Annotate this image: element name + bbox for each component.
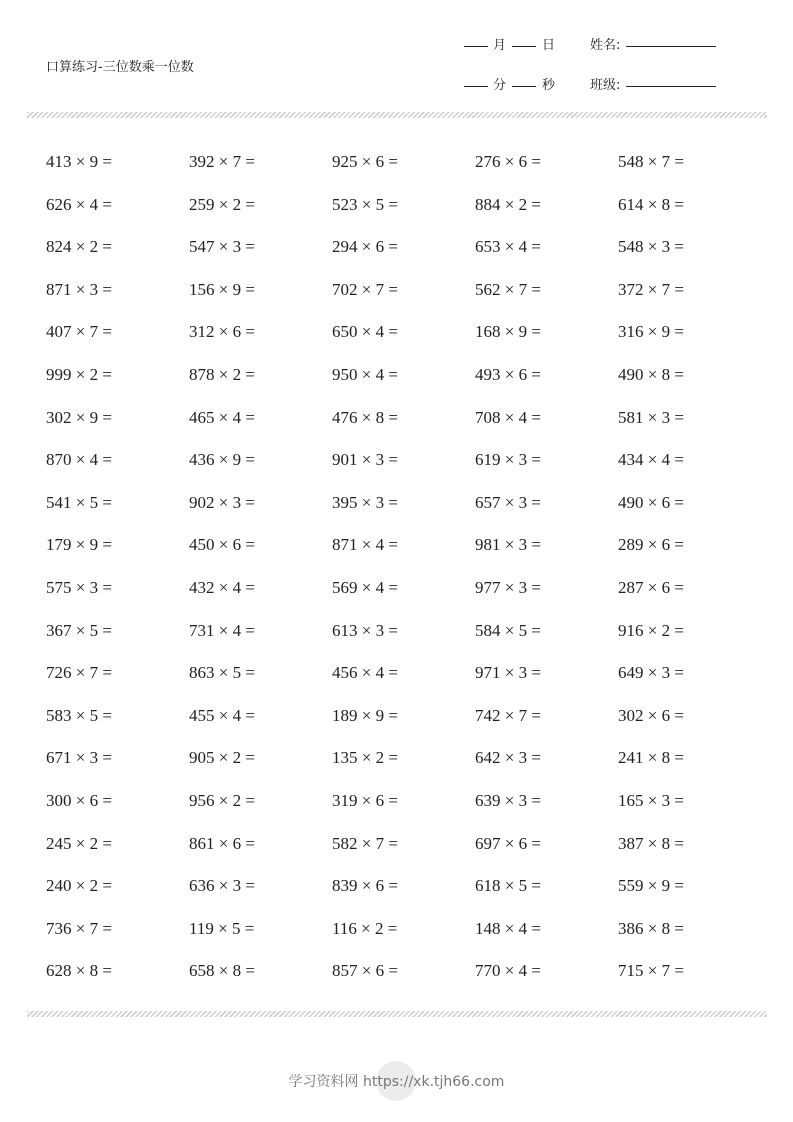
problem-cell: 392 × 7 = bbox=[189, 152, 255, 171]
problem-cell: 259 × 2 = bbox=[189, 194, 255, 214]
problem-cell: 450 × 6 = bbox=[189, 535, 255, 555]
problem-cell: 584 × 5 = bbox=[475, 620, 541, 640]
problem-cell: 902 × 3 = bbox=[189, 492, 255, 512]
problem-cell: 465 × 4 = bbox=[189, 407, 255, 427]
problem-cell: 548 × 7 = bbox=[618, 152, 684, 171]
problem-cell: 316 × 9 = bbox=[618, 322, 684, 342]
minute-label: 分 bbox=[493, 78, 507, 93]
problem-cell: 697 × 6 = bbox=[475, 833, 541, 853]
class-label: 班级: bbox=[590, 78, 621, 93]
problem-cell: 490 × 8 = bbox=[618, 364, 684, 384]
problem-cell: 569 × 4 = bbox=[332, 577, 398, 597]
problem-cell: 289 × 6 = bbox=[618, 535, 684, 555]
problem-cell: 156 × 9 = bbox=[189, 279, 255, 299]
problem-cell: 547 × 3 = bbox=[189, 237, 255, 257]
problem-cell: 413 × 9 = bbox=[46, 152, 112, 171]
problem-cell: 614 × 8 = bbox=[618, 194, 684, 214]
problem-cell: 626 × 4 = bbox=[46, 194, 112, 214]
problem-cell: 582 × 7 = bbox=[332, 833, 398, 853]
month-blank[interactable] bbox=[464, 46, 488, 47]
problem-cell: 649 × 3 = bbox=[618, 663, 684, 683]
problem-cell: 407 × 7 = bbox=[46, 322, 112, 342]
problem-cell: 367 × 5 = bbox=[46, 620, 112, 640]
problem-cell: 708 × 4 = bbox=[475, 407, 541, 427]
problem-cell: 977 × 3 = bbox=[475, 577, 541, 597]
problem-cell: 456 × 4 = bbox=[332, 663, 398, 683]
problem-cell: 742 × 7 = bbox=[475, 705, 541, 725]
problem-cell: 916 × 2 = bbox=[618, 620, 684, 640]
problem-cell: 241 × 8 = bbox=[618, 748, 684, 768]
problem-cell: 455 × 4 = bbox=[189, 705, 255, 725]
problem-cell: 642 × 3 = bbox=[475, 748, 541, 768]
problem-cell: 870 × 4 = bbox=[46, 450, 112, 470]
problem-cell: 240 × 2 = bbox=[46, 876, 112, 896]
problem-cell: 319 × 6 = bbox=[332, 790, 398, 810]
problem-cell: 650 × 4 = bbox=[332, 322, 398, 342]
problem-cell: 189 × 9 = bbox=[332, 705, 398, 725]
problem-cell: 575 × 3 = bbox=[46, 577, 112, 597]
top-divider bbox=[27, 112, 767, 118]
problem-cell: 702 × 7 = bbox=[332, 279, 398, 299]
problem-cell: 179 × 9 = bbox=[46, 535, 112, 555]
problem-cell: 871 × 4 = bbox=[332, 535, 398, 555]
problem-cell: 312 × 6 = bbox=[189, 322, 255, 342]
day-blank[interactable] bbox=[512, 46, 536, 47]
problem-cell: 559 × 9 = bbox=[618, 876, 684, 896]
problem-cell: 726 × 7 = bbox=[46, 663, 112, 683]
problem-cell: 736 × 7 = bbox=[46, 918, 112, 938]
problem-cell: 245 × 2 = bbox=[46, 833, 112, 853]
problem-cell: 619 × 3 = bbox=[475, 450, 541, 470]
problem-cell: 300 × 6 = bbox=[46, 790, 112, 810]
bottom-divider bbox=[27, 1011, 767, 1017]
problem-cell: 636 × 3 = bbox=[189, 876, 255, 896]
problem-cell: 715 × 7 = bbox=[618, 961, 684, 981]
minute-blank[interactable] bbox=[464, 86, 488, 87]
problem-cell: 386 × 8 = bbox=[618, 918, 684, 938]
second-label: 秒 bbox=[542, 78, 556, 93]
problem-cell: 432 × 4 = bbox=[189, 577, 255, 597]
problem-cell: 287 × 6 = bbox=[618, 577, 684, 597]
month-label: 月 bbox=[493, 38, 507, 53]
problem-cell: 857 × 6 = bbox=[332, 961, 398, 981]
problem-cell: 583 × 5 = bbox=[46, 705, 112, 725]
problem-cell: 148 × 4 = bbox=[475, 918, 541, 938]
problem-cell: 165 × 3 = bbox=[618, 790, 684, 810]
problem-cell: 981 × 3 = bbox=[475, 535, 541, 555]
problem-cell: 562 × 7 = bbox=[475, 279, 541, 299]
problem-cell: 302 × 9 = bbox=[46, 407, 112, 427]
name-label: 姓名: bbox=[590, 38, 621, 53]
problem-cell: 276 × 6 = bbox=[475, 152, 541, 171]
problem-grid bbox=[46, 141, 761, 993]
problem-cell: 878 × 2 = bbox=[189, 364, 255, 384]
problem-cell: 905 × 2 = bbox=[189, 748, 255, 768]
problem-cell: 302 × 6 = bbox=[618, 705, 684, 725]
footer-text: 学习资料网 https://xk.tjh66.com bbox=[288, 1074, 505, 1090]
problem-cell: 581 × 3 = bbox=[618, 407, 684, 427]
problem-cell: 395 × 3 = bbox=[332, 492, 398, 512]
problem-cell: 861 × 6 = bbox=[189, 833, 255, 853]
problem-cell: 901 × 3 = bbox=[332, 450, 398, 470]
problem-cell: 490 × 6 = bbox=[618, 492, 684, 512]
problem-cell: 653 × 4 = bbox=[475, 237, 541, 257]
problem-cell: 671 × 3 = bbox=[46, 748, 112, 768]
problem-cell: 950 × 4 = bbox=[332, 364, 398, 384]
problem-cell: 493 × 6 = bbox=[475, 364, 541, 384]
problem-cell: 387 × 8 = bbox=[618, 833, 684, 853]
problem-cell: 541 × 5 = bbox=[46, 492, 112, 512]
problem-cell: 434 × 4 = bbox=[618, 450, 684, 470]
problem-cell: 436 × 9 = bbox=[189, 450, 255, 470]
class-field[interactable] bbox=[626, 86, 716, 87]
problem-cell: 925 × 6 = bbox=[332, 152, 398, 171]
problem-cell: 956 × 2 = bbox=[189, 790, 255, 810]
problem-cell: 999 × 2 = bbox=[46, 364, 112, 384]
day-label: 日 bbox=[542, 38, 556, 53]
problem-cell: 618 × 5 = bbox=[475, 876, 541, 896]
problem-cell: 135 × 2 = bbox=[332, 748, 398, 768]
problem-cell: 548 × 3 = bbox=[618, 237, 684, 257]
problem-cell: 639 × 3 = bbox=[475, 790, 541, 810]
worksheet-title: 口算练习-三位数乘一位数 bbox=[46, 60, 194, 75]
problem-cell: 863 × 5 = bbox=[189, 663, 255, 683]
problem-cell: 613 × 3 = bbox=[332, 620, 398, 640]
problem-cell: 628 × 8 = bbox=[46, 961, 112, 981]
problem-cell: 884 × 2 = bbox=[475, 194, 541, 214]
problem-cell: 770 × 4 = bbox=[475, 961, 541, 981]
problem-cell: 731 × 4 = bbox=[189, 620, 255, 640]
problem-cell: 523 × 5 = bbox=[332, 194, 398, 214]
problem-cell: 657 × 3 = bbox=[475, 492, 541, 512]
problem-cell: 871 × 3 = bbox=[46, 279, 112, 299]
problem-cell: 294 × 6 = bbox=[332, 237, 398, 257]
problem-cell: 824 × 2 = bbox=[46, 237, 112, 257]
second-blank[interactable] bbox=[512, 86, 536, 87]
problem-cell: 168 × 9 = bbox=[475, 322, 541, 342]
problem-cell: 839 × 6 = bbox=[332, 876, 398, 896]
name-field[interactable] bbox=[626, 46, 716, 47]
problem-cell: 372 × 7 = bbox=[618, 279, 684, 299]
problem-cell: 119 × 5 = bbox=[189, 918, 255, 938]
problem-cell: 116 × 2 = bbox=[332, 918, 398, 938]
problem-cell: 476 × 8 = bbox=[332, 407, 398, 427]
problem-cell: 971 × 3 = bbox=[475, 663, 541, 683]
problem-cell: 658 × 8 = bbox=[189, 961, 255, 981]
